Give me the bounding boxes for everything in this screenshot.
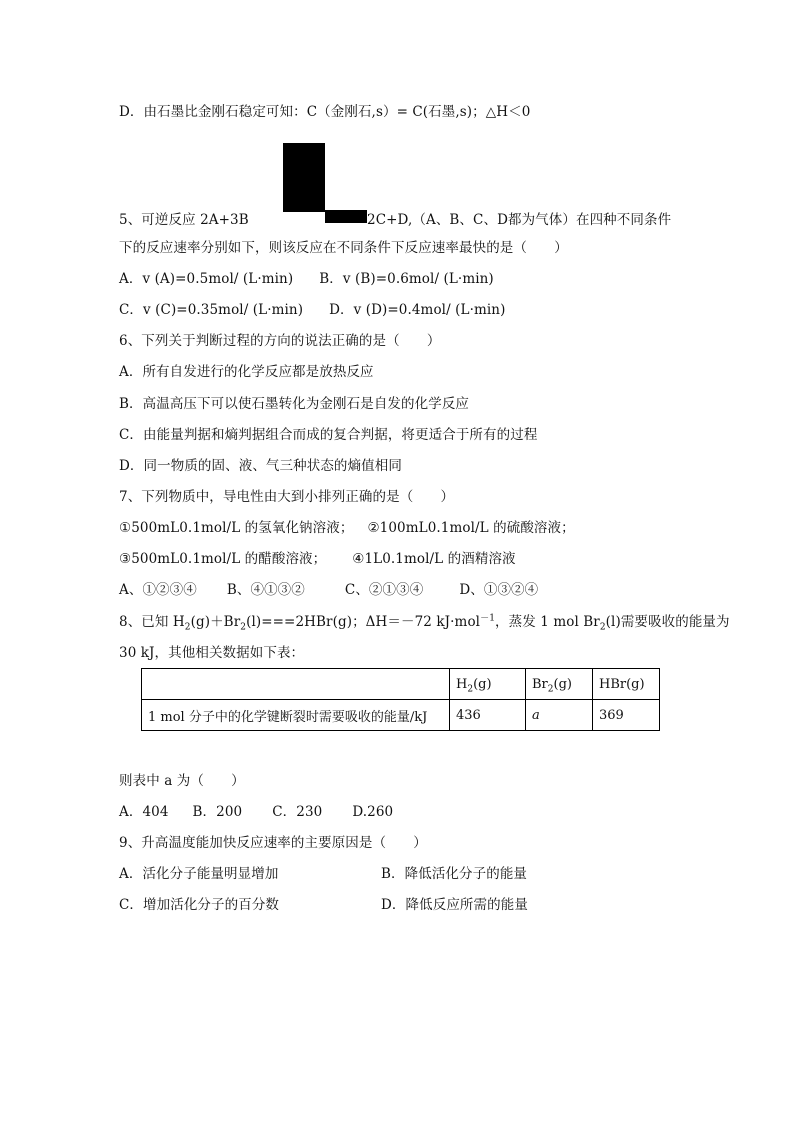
- q8-option-c: C．230: [272, 804, 323, 820]
- q6-option-b: B．高温高压下可以使石墨转化为金刚石是自发的化学反应: [119, 396, 470, 412]
- q9-option-d: D．降低反应所需的能量: [381, 897, 528, 913]
- q7-item-4: ④1L0.1mol/L 的酒精溶液: [352, 551, 516, 567]
- q8-sub-3: 2: [599, 622, 606, 633]
- q8-sup: －1: [480, 613, 496, 624]
- q7-option-d: D、①③②④: [459, 582, 539, 598]
- q5-options-row2: [119, 302, 505, 318]
- q5-line-1b: 2C+D,（A、B、C、D都为气体）在四种不同条件: [367, 212, 672, 228]
- q7-option-b: B、④①③②: [226, 582, 305, 598]
- q7-item-2: ②100mL0.1mol/L 的硫酸溶液；: [367, 520, 575, 536]
- q9-options-row1: [119, 866, 527, 882]
- q8-stem-line-2: 30 kJ，其他相关数据如下表：: [119, 645, 305, 661]
- q7-items-row1: [119, 520, 575, 536]
- table-header-hbr: HBr(g): [593, 669, 660, 700]
- q9-stem: 9、升高温度能加快反应速率的主要原因是（ ）: [119, 835, 427, 851]
- q5-line-1a: 5、可逆反应 2A+3B: [119, 212, 249, 228]
- table-row: [142, 700, 660, 731]
- black-block-tall: [283, 143, 325, 212]
- q8-sub-1: 2: [184, 622, 191, 633]
- q8-option-b: B．200: [192, 804, 243, 820]
- q7-stem: 7、下列物质中，导电性由大到小排列正确的是（ ）: [119, 489, 455, 505]
- q7-items-row2: [119, 551, 516, 567]
- q5-line-2: 下的反应速率分别如下，则该反应在不同条件下反应速率最快的是（ ）: [119, 240, 568, 256]
- table-header-h2: $H_2(g)$: [450, 669, 526, 700]
- q9-options-row2: [119, 897, 528, 913]
- q5-option-c: C．v (C)=0.35mol/ (L·min): [119, 302, 304, 318]
- q7-item-3: ③500mL0.1mol/L 的醋酸溶液；: [119, 551, 327, 567]
- table-header-row: [142, 669, 660, 700]
- q9-option-b: B．降低活化分子的能量: [381, 866, 528, 882]
- q8-ask: 则表中 a 为（ ）: [119, 773, 245, 789]
- q9-option-a: A．活化分子能量明显增加: [119, 866, 279, 882]
- q8-option-a: A．404: [119, 804, 169, 820]
- q6-option-a: A．所有自发进行的化学反应都是放热反应: [119, 364, 374, 380]
- q8-options: [119, 804, 393, 820]
- option-d-previous: D．由石墨比金刚石稳定可知：C（金刚石,s）= C(石墨,s)；△H＜0: [119, 104, 531, 120]
- q8-sub-2: 2: [240, 622, 247, 633]
- table-row-label: 1 mol 分子中的化学键断裂时需要吸收的能量/kJ: [142, 700, 450, 731]
- q8-text-4: ，蒸发 1 mol Br: [495, 614, 600, 630]
- table-header-br2: $Br_2(g)$: [526, 669, 593, 700]
- q7-option-c: C、②①③④: [344, 582, 424, 598]
- table-cell-h2: 436: [450, 700, 526, 731]
- q5-option-a: A．v (A)=0.5mol/ (L·min): [119, 271, 294, 287]
- q8-text-5: (l)需要吸收的能量为: [605, 614, 730, 630]
- q8-text-1: 8、已知 H: [119, 614, 185, 630]
- q6-option-d: D．同一物质的固、液、气三种状态的熵值相同: [119, 458, 402, 474]
- q8-stem-line-1: [119, 613, 730, 633]
- q5-option-d: D．v (D)=0.4mol/ (L·min): [329, 302, 506, 318]
- q8-text-3: (l)===2HBr(g)；ΔH＝－72 kJ·mol: [246, 614, 481, 630]
- q9-option-c: C．增加活化分子的百分数: [119, 897, 280, 913]
- q6-option-c: C．由能量判据和熵判据组合而成的复合判据，将更适合于所有的过程: [119, 427, 538, 443]
- q7-options: [119, 582, 538, 598]
- table-cell-br2: a: [526, 700, 593, 731]
- table-cell-hbr: 369: [593, 700, 660, 731]
- black-block-low: [325, 210, 367, 223]
- q6-stem: 6、下列关于判断过程的方向的说法正确的是（ ）: [119, 333, 441, 349]
- energy-data-table: [141, 668, 660, 731]
- table-header-cell-empty: [142, 669, 450, 700]
- q8-option-d: D.260: [352, 804, 394, 820]
- q8-text-2: (g)＋Br: [190, 614, 241, 630]
- q7-item-1: ①500mL0.1mol/L 的氢氧化钠溶液；: [119, 520, 354, 536]
- q7-option-a: A、①②③④: [119, 582, 197, 598]
- q5-option-b: B．v (B)=0.6mol/ (L·min): [319, 271, 494, 287]
- q5-options-row1: [119, 271, 494, 287]
